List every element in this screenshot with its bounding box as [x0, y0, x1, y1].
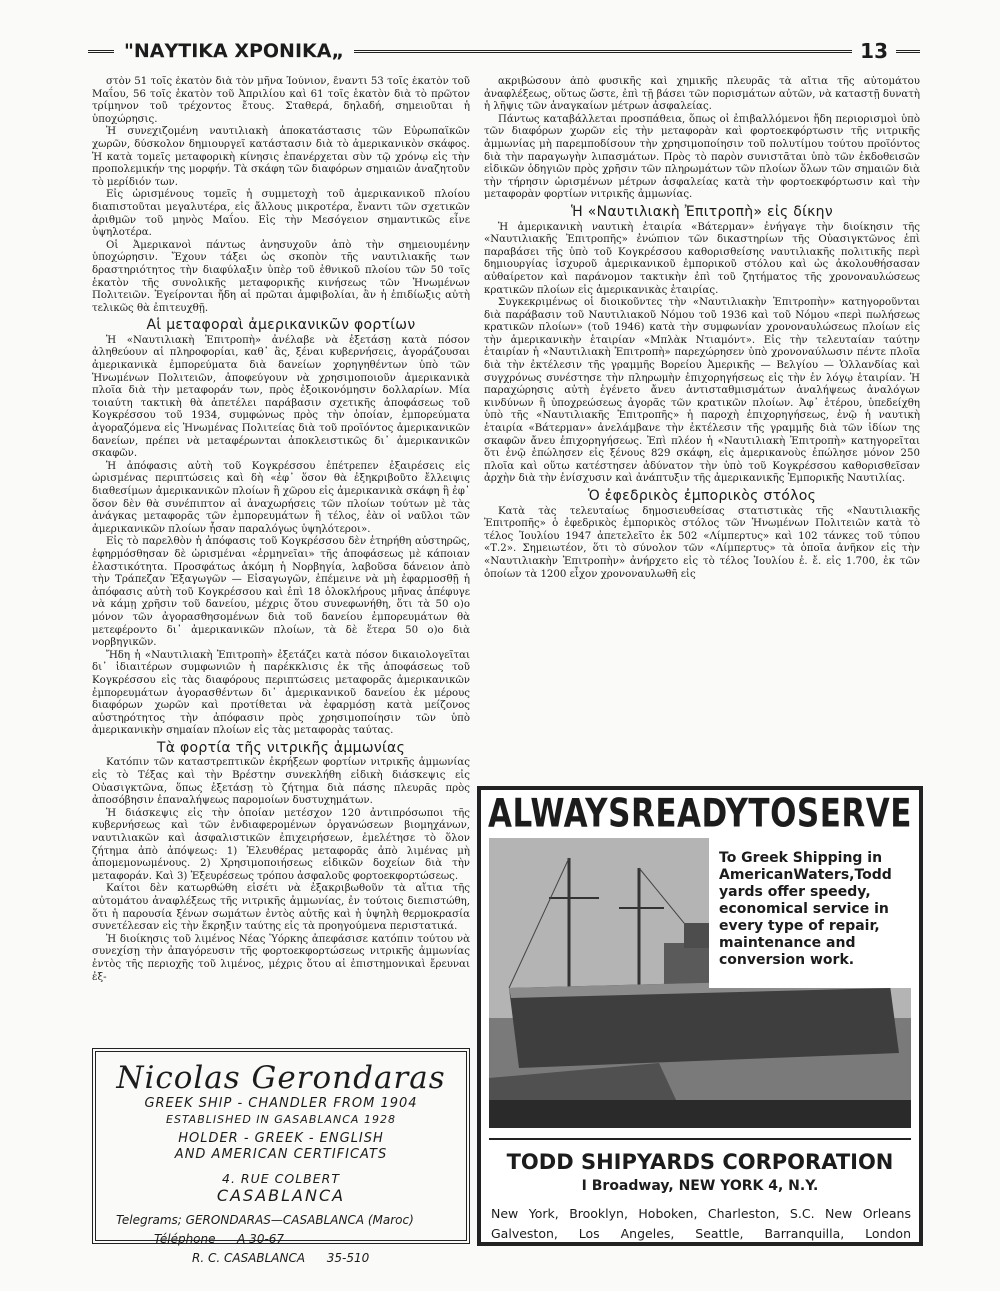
- telegrams-label: Telegrams;: [116, 1213, 182, 1227]
- ad-line: ESTABLISHED IN GASABLANCA 1928: [166, 1113, 396, 1126]
- left-article-column: [92, 76, 470, 1032]
- section-heading: Τὰ φορτία τῆς νιτρικῆς ἀμμωνίας: [156, 739, 406, 756]
- right-article-column: [484, 76, 920, 772]
- telephone-value: A 30-67: [237, 1232, 285, 1246]
- paragraph: Ἡ διάσκεψις εἰς τὴν ὁποίαν μετέσχον 120 ἀντιπρόσωποι τῆς κυβερνήσεως καὶ τῶν ἐνδιαφερομένων ὀργανώσεων βιομηχάνων, ναυτιλιακῶν καὶ ἀσφαλιστικῶν ἐπιχειρήσεων, ἐμελέτησε τὸ ὅλον ζήτημα ἀπὸ ἀπόψεως: 1) Ἐλευθέρας μεταφορᾶς ἀπὸ λιμένας μὴ ἀπομεμονωμένους. 2) Χρησιμοποιήσεως εἰδικῶν δοχείων διὰ τὴν μεταφοράν. Καὶ 3) Ἐξευρέσεως τρόπου ἀσφαλοῦς φορτοεκφορτώσεως.: [92, 807, 470, 882]
- paragraph: Κατόπιν τῶν καταστρεπτικῶν ἐκρήξεων φορτίων νιτρικῆς ἀμμωνίας εἰς τὸ Τέξας καὶ τὴν Βρέστην συνεκλήθη εἰδικὴ διάσκεψις εἰς Οὐασιγκτῶνα, ὅπως ἐξετάσῃ τὸ ζήτημα διὰ πάσης πλευρᾶς πρὸς ἀποσόβησιν ἐπαναλήψεως παρομοίων δυστυχημάτων.: [92, 757, 470, 807]
- section-heading: Αἱ μεταφοραὶ ἀμερικανικῶν φορτίων: [146, 317, 416, 334]
- ad-slogan: To Greek Shipping in AmericanWaters,Todd yards offer speedy, economical service in every type of repair, maintenance and conversion work.: [709, 838, 911, 988]
- ship-photo: [489, 838, 911, 1128]
- corporation-name: TODD SHIPYARDS CORPORATION: [506, 1150, 894, 1174]
- branch-cities: [491, 1204, 911, 1244]
- paragraph: Ἡ ἀμερικανικὴ ναυτικὴ ἑταιρία «Βάτερμαν» ἐνήγαγε τὴν διοίκησιν τῆς «Ναυτιλιακῆς Ἐπιτροπῆς» ἐνώπιον τῶν δικαστηρίων τῆς Οὐασιγκτῶνος ἐπὶ παραβάσει τῆς ὑπὸ τοῦ Κογκρέσσου καθορισθείσης ναυτιλιακῆς πολιτικῆς περὶ δημιουργίας ἰσχυροῦ ἀμερικανικοῦ ἐμπορικοῦ στόλου καὶ ὡς ἀκολουθήσασαν αὐθαίρετον καὶ παράνομον τακτικὴν ἐπὶ τοῦ ζητήματος τῆς χρονοναυλώσεως κρατικῶν πλοίων εἰς ἀμερικανικὰς ἑταιρίας.: [484, 221, 920, 296]
- ad-banner: ALWAYSREADYTOSERVE: [488, 791, 912, 837]
- masthead-title: "ΝΑΥΤΙΚΑ ΧΡΟΝΙΚΑ„: [124, 40, 344, 62]
- ad-line: GREEK SHIP - CHANDLER FROM 1904: [144, 1096, 418, 1111]
- todd-advertisement: [477, 786, 923, 1246]
- ad-street: 4. RUE COLBERT: [222, 1171, 340, 1186]
- paragraph: ακριβώσουν ἀπὸ φυσικῆς καὶ χημικῆς πλευρᾶς τὰ αἴτια τῆς αὐτομάτου ἀναφλέξεως, οὕτως ὥστε, ἐπὶ τῇ βάσει τῶν πορισμάτων αὐτῶν, νὰ καταστῇ δυνατὴ ἡ λῆψις τῶν ἀναγκαίων μέτρων ἀσφαλείας.: [484, 76, 920, 113]
- paragraph: Κατὰ τὰς τελευταίως δημοσιευθείσας στατιστικὰς τῆς «Ναυτιλιακῆς Ἐπιτροπῆς» ὁ ἐφεδρικὸς ἐμπορικὸς στόλος τῶν Ἡνωμένων Πολιτειῶν κατὰ τὸ τέλος Ἰουλίου 1947 ἀπετελεῖτο ἐκ 502 «Λίμπερτυς» καὶ 102 τάνκες τοῦ τύπου «Τ.2». Σημειωτέον, ὅτι τὸ σύνολον τῶν «Λίμπερτυς» τὰ ὁποῖα ἀνῆκον εἰς τὴν «Ναυτιλιακὴν Ἐπιτροπὴν» ἀνήρχετο εἰς τὸ τέλος Ἰουλίου ἐ. ἔ. εἰς 1.700, ἐκ τῶν ὁποίων τὰ 1200 εἶχον χρονοναυλωθῆ εἰς: [484, 505, 920, 580]
- ad-telegrams-row: [96, 1211, 466, 1230]
- paragraph: Συγκεκριμένως οἱ διοικοῦντες τὴν «Ναυτιλιακὴν Ἐπιτροπὴν» κατηγοροῦνται διὰ παράβασιν τοῦ Ναυτιλιακοῦ Νόμου τοῦ 1936 καὶ τοῦ Νόμου «περὶ πωλήσεως κρατικῶν πλοίων» (τοῦ 1946) κατὰ τὴν συμφωνίαν χρονοναυλώσεως πλοίων εἰς τὴν ἀμερικανικὴν ἑταιρίαν «Μπλὰκ Ντιαμόντ». Εἰς τὴν τελευταίαν ταύτην ἑταιρίαν ἡ «Ναυτιλιακὴ Ἐπιτροπὴ» παρεχώρησεν ὑπὸ χρονοναύλωσιν πέντε πλοῖα διὰ τὴν ἐκτέλεσιν τῆς γραμμῆς Βορείου Ἀμερικῆς — Βελγίου — Ὁλλανδίας καὶ συγχρόνως συνέστησε τὴν πληρωμὴν ἐπιχορηγήσεως εἰς τὴν ἐν λόγῳ ἑταιρίαν. Ἡ παραχώρησις αὐτὴ ἐγένετο ἄνευ ἀντισταθμισμάτων ἀναλήψεως ἀναλόγων κινδύνων ἢ ὑποχρεώσεως ἀγορᾶς τῶν κρατικῶν πλοίων. Ἀφ᾽ ἑτέρου, ὑπεδείχθη ὑπὸ τῆς «Ναυτιλιακῆς Ἐπιτροπῆς» ἡ παροχὴ ἐπιχορηγήσεως, ἐνῷ ἡ ναυτικὴ ἑταιρία «Βάτερμαν» ἀνελάμβανε τὴν ἐκτέλεσιν τῆς γραμμῆς διὰ τῶν ἰδίων της σκαφῶν ἄνευ ἐπιχορηγήσεως. Ἐπὶ πλέον ἡ «Ναυτιλιακὴ Ἐπιτροπὴ» κατηγορεῖται ὅτι ἐνῷ ἐπώλησεν εἰς ξένους 829 σκάφη, εἰς ἀμερικανοὺς ἐπώλησε μόνον 250 πλοῖα καὶ οὕτω κατέστησεν ἀδύνατον τὴν ὑπὸ τοῦ Κογκρέσσου καθορισθεῖσαν ἀρχὴν διὰ τὴν ἐνίσχυσιν καὶ ἀνάπτυξιν τῆς ἀμερικανικῆς Ἐμπορικῆς Ναυτιλίας.: [484, 297, 920, 485]
- section-heading: Ἡ «Ναυτιλιακὴ Ἐπιτροπὴ» εἰς δίκην: [571, 203, 833, 220]
- ad-line: AND AMERICAN CERTIFICATS: [174, 1147, 388, 1162]
- paragraph: Ἡ «Ναυτιλιακὴ Ἐπιτροπὴ» ἀνέλαβε νὰ ἐξετάσῃ κατὰ πόσον ἀληθεύουν αἱ πληροφορίαι, καθ᾽ ἃς, ξέναι κυβερνήσεις, ἀγοράζουσαι ἀμερικανικὰ ἐμπορεύματα διὰ δανείων χορηγηθέντων ὑπὸ τῶν Ἡνωμένων Πολιτειῶν, ἀποφεύγουν νὰ χρησιμοποιοῦν ἀμερικανικὰ πλοῖα διὰ τὴν μεταφοράν των, πρὸς ἐξοικονόμησιν δολλαρίων. Μία τοιαύτη τακτικὴ θὰ ἀπετέλει παράβασιν σχετικῆς ἀποφάσεως τοῦ Κογκρέσσου τοῦ 1934, συμφώνως πρὸς τὴν ὁποίαν, ἐμπορεύματα ἀγοραζόμενα εἰς Ἡνωμένας Πολιτείας διὰ τοῦ προϊόντος ἀμερικανικῶν δανείων, πρέπει νὰ μεταφέρωνται ἀποκλειστικῶς δι᾽ ἀμερικανικῶν σκαφῶν.: [92, 334, 470, 460]
- paragraph: Οἱ Ἀμερικανοὶ πάντως ἀνησυχοῦν ἀπὸ τὴν σημειουμένην ὑποχώρησιν. Ἔχουν τάξει ὡς σκοπὸν τῆς ναυτιλιακῆς των δραστηριότητος τὴν διαφύλαξιν ὑπὲρ τοῦ ἐθνικοῦ πλοίου τῶν 50 τοῖς ἑκατὸν τῆς συνολικῆς μεταφορικῆς κινήσεως τῶν Ἡνωμένων Πολιτειῶν. Ἐγείρονται ἤδη αἱ πρῶται ἀμφιβολίαι, ἂν ἡ ἐπιδίωξις αὐτὴ τελικῶς θὰ ἐπιτευχθῇ.: [92, 239, 470, 314]
- ad-divider: [489, 1138, 911, 1140]
- telegrams-value: GERONDARAS—CASABLANCA (Maroc): [185, 1213, 414, 1227]
- advertiser-name: Nicolas Gerondaras: [116, 1060, 446, 1096]
- header-rule-middle: [354, 50, 852, 53]
- header-rule-right: [896, 50, 920, 53]
- cities-line: Galveston, Los Angeles, Seattle, Barranquilla, London: [491, 1226, 911, 1241]
- gerondaras-advertisement: [92, 1048, 470, 1265]
- paragraph: Εἰς ὡρισμένους τομεῖς ἡ συμμετοχὴ τοῦ ἀμερικανικοῦ πλοίου διαπιστοῦται μεγαλυτέρα, εἰς ἄλλους μικροτέρα, ἔναντι τῶν σχετικῶν ἀριθμῶν τοῦ μηνὸς Μαΐου. Εἰς τὴν Μεσόγειον σημαντικῶς εἶνε ὑψηλοτέρα.: [92, 189, 470, 239]
- header-rule-left: [88, 50, 114, 53]
- paragraph: Ἤδη ἡ «Ναυτιλιακὴ Ἐπιτροπὴ» ἐξετάζει κατὰ πόσον δικαιολογεῖται δι᾽ ἰδιαιτέρων συμφωνιῶν ἡ παρέκκλισις ἐκ τῆς ἀποφάσεως τοῦ Κογκρέσσου εἰς τὰς διαφόρους περιπτώσεις μεταφορᾶς ἀμερικανικῶν ἐμπορευμάτων ἀγορασθέντων δι᾽ ἀμερικανικοῦ δανείου ἐκ μέρους διαφόρων χωρῶν καὶ προτίθεται νὰ ἐφαρμόσῃ κατὰ μείζονος αὐστηρότητος τὴν ἀπόφασιν πρὸς χρησιμοποίησιν τῶν ὑπὸ ἀμερικανικὴν σημαίαν πλοίων εἰς τὰς μεταφορὰς ταύτας.: [92, 649, 470, 737]
- paragraph: στὸν 51 τοῖς ἑκατὸν διὰ τὸν μῆνα Ἰούνιον, ἔναντι 53 τοῖς ἑκατὸν τοῦ Μαΐου, 56 τοῖς ἑκατὸν τοῦ Ἀπριλίου καὶ 61 τοῖς ἑκατὸν διὰ τὸ πρῶτον τρίμηνον τοῦ τρέχοντος ἔτους. Σταθερά, δηλαδή, σημειοῦται ἡ ὑποχώρησις.: [92, 76, 470, 125]
- paragraph: Ἡ ἀπόφασις αὐτὴ τοῦ Κογκρέσσου ἐπέτρεπεν ἐξαιρέσεις εἰς ὡρισμένας περιπτώσεις καὶ δὴ «ἐφ᾽ ὅσον θὰ ἐξηκριβοῦτο ἔλλειψις διαθεσίμων ἀμερικανικῶν πλοίων ἢ χῶρου εἰς ἀμερικανικὰ σκάφη ἢ ἐφ᾽ ὅσον δὲν θὰ συνέπιπτον αἱ ἀναχωρήσεις τῶν πλοίων τούτων μὲ τὰς ἀνάγκας μεταφορᾶς τῶν ἐμπορευμάτων ἢ τέλος, ἐὰν οἱ ναῦλοι τῶν ἀμερικανικῶν πλοίων ἦσαν παραλόγως ὑψηλότεροι».: [92, 460, 470, 535]
- section-heading: Ὁ ἐφεδρικὸς ἐμπορικὸς στόλος: [587, 488, 817, 504]
- paragraph: Εἰς τὸ παρελθὸν ἡ ἀπόφασις τοῦ Κογκρέσσου δὲν ἐτηρήθη αὐστηρῶς, ἐφηρμόσθησαν δὲ ὡρισμέναι «ἑρμηνεῖαι» τῆς ἀποφάσεως μὲ κάποιαν ἐλαστικότητα. Προσφάτως ἀκόμη ἡ Νορβηγία, λαβοῦσα δάνειον ἀπὸ τὴν Τράπεζαν Ἐξαγωγῶν — Εἰσαγωγῶν, ἐπέμεινε νὰ μὴ ἐφαρμοσθῇ ἡ ἀπόφασις αὐτὴ τοῦ Κογκρέσσου καὶ ἐπὶ 18 ὁλοκλήρους μῆνας ἀπέφυγε νὰ κάμῃ χρῆσιν τοῦ δανείου, μέχρις ὅτου συνεφωνήθη, ὅτι τὰ 50 ο)ο μόνον τῶν ἀγορασθησομένων διὰ τοῦ δανείου ἐμπορευμάτων θὰ μετεφέροντο δι᾽ ἀμερικανικῶν πλοίων, τὰ δὲ ἕτερα 50 ο)ο διὰ νορβηγικῶν.: [92, 536, 470, 649]
- paragraph: Πάντως καταβάλλεται προσπάθεια, ὅπως οἱ ἐπιβαλλόμενοι ἤδη περιορισμοὶ ὑπὸ τῶν διαφόρων χωρῶν εἰς τὴν μεταφορὰν καὶ φορτοεκφόρτωσιν τῆς νιτρικῆς ἀμμωνίας μὴ παρεμποδίσουν τὴν χρησιμοποίησιν τοῦ πολυτίμου τούτου προϊόντος διὰ τὴν παραγωγὴν λιπασμάτων. Πρὸς τὸ παρὸν συνιστᾶται ὑπὸ τῶν ἐκδοθεισῶν εἰδικῶν ὁδηγιῶν πρὸς χρῆσιν τῶν πληρωμάτων τῶν πλοίων ὅλων τῶν σημαιῶν διὰ τὴν τήρησιν ὡρισμένων μέτρων ἀσφαλείας κατὰ τὴν φορτοεκφόρτωσιν καὶ τὴν μεταφορὰν φορτίων νιτρικῆς ἀμμωνίας.: [484, 113, 920, 201]
- page-number: 13: [860, 39, 888, 63]
- paragraph: Καίτοι δὲν κατωρθώθη εἰσέτι νὰ ἐξακριβωθοῦν τὰ αἴτια τῆς αὐτομάτου ἀναφλέξεως τῆς νιτρικῆς ἀμμωνίας, ἐν τούτοις διεπιστώθη, ὅτι ἡ παρουσία ξένων σωμάτων ἐντὸς αὐτῆς καὶ ἡ ὑψηλὴ θερμοκρασία συνετέλεσαν εἰς τὴν ἔκρηξιν ταύτης εἰς τὰ προηγούμενα περιστατικά.: [92, 883, 470, 933]
- ad-line: HOLDER - GREEK - ENGLISH: [178, 1131, 384, 1146]
- page-header: [88, 38, 920, 64]
- paragraph: Ἡ συνεχιζομένη ναυτιλιακὴ ἀποκατάστασις τῶν Εὐρωπαϊκῶν χωρῶν, δύσκολον δημιουργεῖ κατάστασιν διὰ τὸ ἀμερικανικὸν σκάφος. Ἡ κατὰ τομεῖς μεταφορικὴ κίνησις ἐπανέρχεται σὺν τῷ χρόνῳ εἰς τὴν προπολεμικήν της μορφήν. Τὰ σκάφη τῶν διαφόρων σημαιῶν ἀναζητοῦν τὸ μερίδιόν των.: [92, 126, 470, 188]
- paragraph: Ἡ διοίκησις τοῦ λιμένος Νέας Ὑόρκης ἀπεφάσισε κατόπιν τούτου νὰ συνεχίσῃ τὴν ἀπαγόρευσιν τῆς φορτοεκφορτώσεως νιτρικῆς ἀμμωνίας ἐντὸς τῆς περιοχῆς τοῦ λιμένος, μέχρις ὅτου αἱ ἐπιστημονικαὶ ἔρευναι ἐξ-: [92, 933, 470, 983]
- telephone-label: Téléphone: [154, 1232, 216, 1246]
- cities-line: New York, Brooklyn, Hoboken, Charleston, S.C. New Orleans: [491, 1206, 911, 1221]
- corporation-address: I Broadway, NEW YORK 4, N.Y.: [581, 1178, 819, 1194]
- ad-city: CASABLANCA: [216, 1186, 346, 1205]
- rc-label: R. C. CASABLANCA: [192, 1251, 306, 1265]
- ad-telephone-row: [96, 1230, 466, 1249]
- ad-rc-row: [96, 1249, 466, 1268]
- rc-value: 35-510: [326, 1251, 370, 1265]
